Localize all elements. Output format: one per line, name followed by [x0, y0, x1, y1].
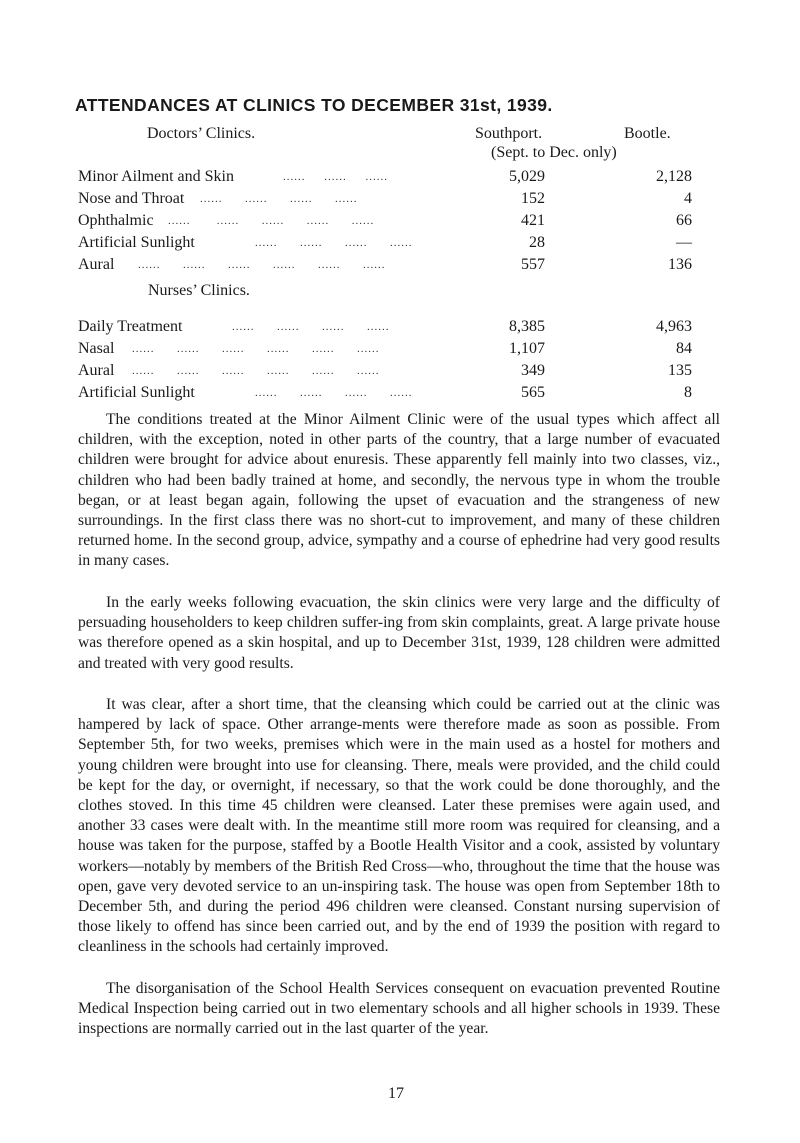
doctors-clinics-title: Doctors’ Clinics. [147, 125, 256, 142]
dot-leader: ...... ...... ...... ...... [232, 321, 390, 333]
bootle-value: 8 [684, 384, 692, 401]
dot-leader: ...... ...... ...... ...... [255, 387, 413, 399]
dot-leader: ...... ...... ...... [283, 171, 388, 183]
table-row [0, 188, 800, 210]
row-label: Nose and Throat [78, 190, 185, 207]
row-label: Artificial Sunlight [78, 384, 195, 401]
southport-value: 349 [521, 362, 545, 379]
row-label: Daily Treatment [78, 318, 183, 335]
table-row [0, 254, 800, 276]
southport-value: 28 [529, 234, 545, 251]
dot-leader: ...... ...... ...... ...... ...... [168, 215, 375, 227]
table-row [0, 382, 800, 404]
paragraph-medical-inspection: The disorganisation of the School Health Services consequent on evacuation prevented Routine Medical Inspection being carried out in two elementary schools and all higher schools in 1939. These inspections are normally carried out in the last quarter of the year. [78, 980, 720, 1038]
southport-value: 5,029 [509, 168, 545, 185]
southport-value: 421 [521, 212, 545, 229]
bootle-value: 2,128 [656, 168, 692, 185]
table-row [0, 166, 800, 188]
southport-value: 8,385 [509, 318, 545, 335]
paragraph-skin-clinics: In the early weeks following evacuation, the skin clinics were very large and the difficulty of persuading householders to keep children suffer-ing from skin complaints, great. A large private house was therefore opened as a skin hospital, and up to December 31st, 1939, 128 children were admitted and treated with very good results. [78, 594, 720, 672]
table-row [0, 210, 800, 232]
southport-value: 152 [521, 190, 545, 207]
dot-leader: ...... ...... ...... ...... ...... ...... [132, 365, 380, 377]
row-label: Aural [78, 256, 115, 273]
table-row [0, 360, 800, 382]
southport-value: 557 [521, 256, 545, 273]
bootle-value: 4,963 [656, 318, 692, 335]
row-label: Nasal [78, 340, 115, 357]
dot-leader: ...... ...... ...... ...... [200, 193, 358, 205]
row-label: Minor Ailment and Skin [78, 168, 234, 185]
southport-value: 565 [521, 384, 545, 401]
bootle-value: 4 [684, 190, 692, 207]
row-label: Artificial Sunlight [78, 234, 195, 251]
bootle-value: 136 [668, 256, 692, 273]
bootle-value: 66 [676, 212, 692, 229]
table-row [0, 232, 800, 254]
page-heading: ATTENDANCES AT CLINICS TO DECEMBER 31st, 1939. [75, 95, 553, 115]
table-row [0, 338, 800, 360]
paragraph-enuresis: The conditions treated at the Minor Ailment Clinic were of the usual types which affect all children, with the exception, noted in other parts of the country, that a large number of evacuated children were brought for advice about enuresis. These apparently fell mainly into two classes, viz., children who had been badly trained at home, and secondly, the nervous type in whom the trouble began, or at least began again, following the upset of evacuation and the strangeness of new surroundings. In the first class there was no short-cut to improvement, and many of these children returned home. In the second group, advice, sympathy and a course of ephedrine had very good results in many cases. [78, 411, 720, 570]
bootle-value: 84 [676, 340, 692, 357]
bootle-value: — [676, 234, 692, 251]
table-row [0, 316, 800, 338]
dot-leader: ...... ...... ...... ...... ...... ...... [132, 343, 380, 355]
nurses-clinics-title: Nurses’ Clinics. [148, 282, 250, 299]
dot-leader: ...... ...... ...... ...... ...... ...... [138, 259, 386, 271]
southport-value: 1,107 [509, 340, 545, 357]
paragraph-cleansing: It was clear, after a short time, that the cleansing which could be carried out at the clinic was hampered by lack of space. Other arrange-ments were therefore made as soon as possible. From September 5th, for two weeks, premises which were in the main used as a hostel for mothers and young children were brought into use for cleansing. There, meals were provided, and the child could be kept for the day, or overnight, if necessary, so that the work could be done thoroughly, and the clothes stoved. In this time 45 children were cleansed. Later these premises were again used, and another 33 cases were dealt with. In the meantime still more room was required for cleansing, and a house was taken for the purpose, staffed by a Bootle Health Visitor and a cook, assisted by voluntary workers—notably by members of the British Red Cross—who, throughout the time that the house was open, gave very devoted service to an un-inspiring task. The house was open from September 18th to December 5th, and during the period 496 children were cleansed. Constant nursing supervision of those likely to offend has since been carried out, and by the end of 1939 the position with regard to cleanliness in the schools had certainly improved. [78, 696, 720, 956]
bootle-column-header: Bootle. [624, 125, 671, 142]
bootle-value: 135 [668, 362, 692, 379]
row-label: Aural [78, 362, 115, 379]
row-label: Ophthalmic [78, 212, 154, 229]
southport-column-header: Southport. [475, 125, 543, 142]
page-number: 17 [388, 1085, 404, 1102]
bootle-column-note: (Sept. to Dec. only) [491, 144, 617, 161]
dot-leader: ...... ...... ...... ...... [255, 237, 413, 249]
